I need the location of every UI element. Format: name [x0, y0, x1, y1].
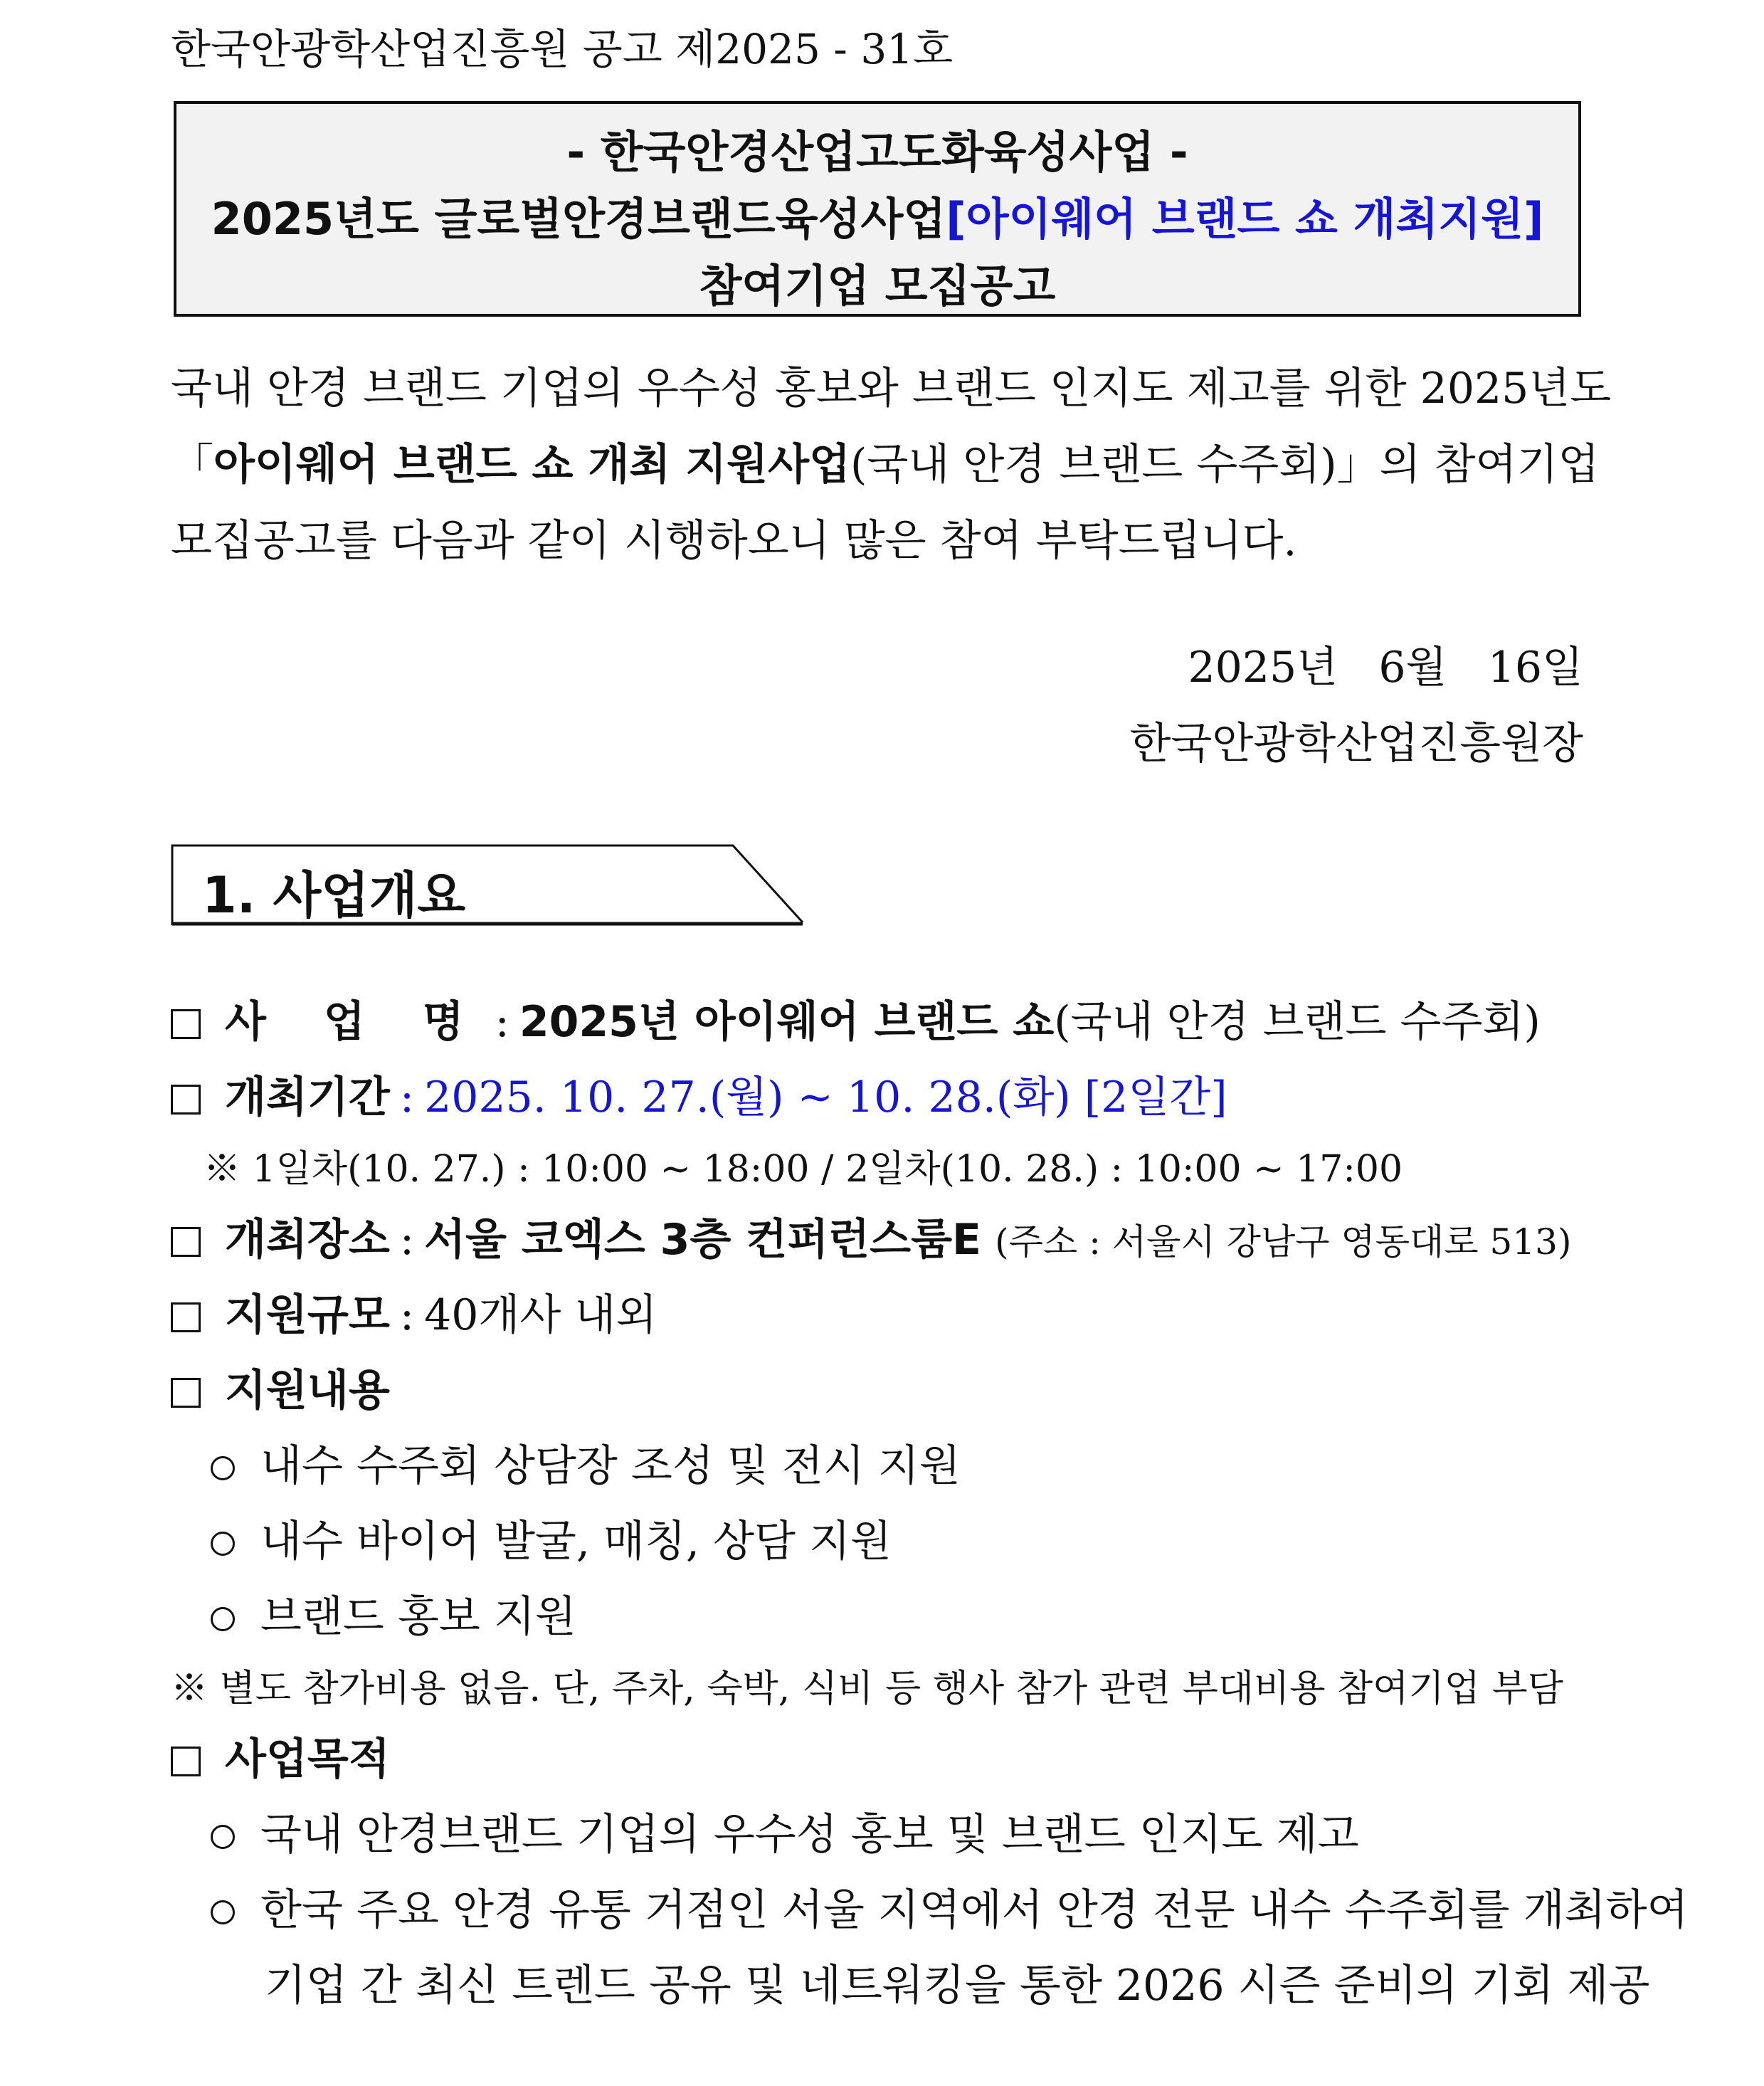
support-item-text: 내수 수주회 상담장 조성 및 전시 지원 [260, 1441, 961, 1491]
item-period [171, 1063, 1227, 1124]
item-business-name [171, 988, 1541, 1049]
item-value: 40개사 내외 [424, 1290, 657, 1340]
support-item-text: 브랜드 홍보 지원 [260, 1592, 576, 1642]
intro-line2 [171, 431, 1600, 492]
purpose-item [211, 1801, 1359, 1862]
support-item [211, 1432, 961, 1493]
intro-line1: 국내 안경 브랜드 기업의 우수성 홍보와 브랜드 인지도 제고를 위한 2025년도 [171, 364, 1612, 413]
section-heading-label: 1. 사업개요 [202, 866, 466, 925]
title-line1: - 한국안경산업고도화육성사업 - [566, 126, 1188, 178]
purpose-item [211, 1876, 1689, 1937]
circle-bullet-icon [211, 1532, 235, 1556]
intro-bracket: 「 [171, 440, 213, 490]
support-item [211, 1507, 892, 1569]
separator: : [495, 997, 509, 1047]
item-support [171, 1357, 390, 1418]
title-line2 [176, 184, 1578, 247]
item-value: 서울 코엑스 3층 컨퍼런스룸E [424, 1215, 982, 1265]
item-scale [171, 1281, 657, 1342]
title-box [174, 101, 1581, 317]
item-value: 2025년 아이웨어 브랜드 쇼 [519, 997, 1055, 1047]
checkbox-square-icon [171, 1302, 201, 1332]
purpose-item-continuation: 기업 간 최신 트렌드 공유 및 네트워킹을 통한 2026 시즌 준비의 기회 제공 [265, 1961, 1650, 2011]
item-label: 개최장소 [225, 1215, 390, 1265]
section-heading [171, 844, 804, 927]
checkbox-square-icon [171, 1378, 201, 1408]
item-label: 사 업 명 [225, 997, 485, 1047]
checkbox-square-icon [171, 1085, 201, 1115]
separator: : [399, 1290, 415, 1340]
intro-line2-rest: (국내 안경 브랜드 수주회)」의 참여기업 [850, 440, 1600, 490]
circle-bullet-icon [211, 1456, 235, 1480]
circle-bullet-icon [211, 1607, 235, 1631]
purpose-item-text: 한국 주요 안경 유통 거점인 서울 지역에서 안경 전문 내수 수주회를 개최하여 [260, 1885, 1689, 1935]
item-value-extra: (국내 안경 브랜드 수주회) [1054, 997, 1541, 1047]
item-value: 2025. 10. 27.(월) ~ 10. 28.(화) [2일간] [424, 1073, 1227, 1122]
item-label: 지원규모 [225, 1290, 390, 1340]
separator: : [399, 1215, 415, 1265]
purpose-item-text: 국내 안경브랜드 기업의 우수성 홍보 및 브랜드 인지도 제고 [260, 1810, 1359, 1860]
circle-bullet-icon [211, 1825, 235, 1849]
title-line3: 참여기업 모집공고 [699, 260, 1056, 312]
item-purpose [171, 1725, 390, 1786]
separator: : [399, 1073, 415, 1122]
period-note: ※ 1일차(10. 27.) : 10:00 ~ 18:00 / 2일차(10. 28.) : 10:00 ~ 17:00 [204, 1148, 1403, 1191]
item-label: 지원내용 [225, 1366, 390, 1416]
checkbox-square-icon [171, 1227, 201, 1257]
support-item-text: 내수 바이어 발굴, 매칭, 상담 지원 [260, 1517, 892, 1566]
issue-date: 2025년 6월 16일 [1188, 643, 1583, 692]
item-label: 사업목적 [225, 1734, 390, 1784]
notice-number: 한국안광학산업진흥원 공고 제2025 - 31호 [171, 25, 954, 73]
cost-note: ※ 별도 참가비용 없음. 단, 주차, 숙박, 식비 등 행사 참가 관련 부대비용 참여기업 부담 [171, 1668, 1563, 1710]
title-line2-prefix: 2025년도 글로벌안경브랜드육성사업 [211, 193, 946, 245]
support-item [211, 1583, 576, 1644]
circle-bullet-icon [211, 1900, 235, 1924]
title-line2-highlight: [아이웨어 브랜드 쇼 개최지원] [946, 193, 1544, 245]
item-venue [171, 1206, 1571, 1267]
checkbox-square-icon [171, 1009, 201, 1039]
item-label: 개최기간 [225, 1073, 390, 1122]
issuer: 한국안광학산업진흥원장 [1129, 719, 1583, 769]
checkbox-square-icon [171, 1747, 201, 1776]
venue-address: (주소 : 서울시 강남구 영동대로 513) [995, 1221, 1572, 1263]
intro-program-name: 아이웨어 브랜드 쇼 개최 지원사업 [213, 440, 850, 490]
intro-line3: 모집공고를 다음과 같이 시행하오니 많은 참여 부탁드립니다. [171, 516, 1297, 566]
